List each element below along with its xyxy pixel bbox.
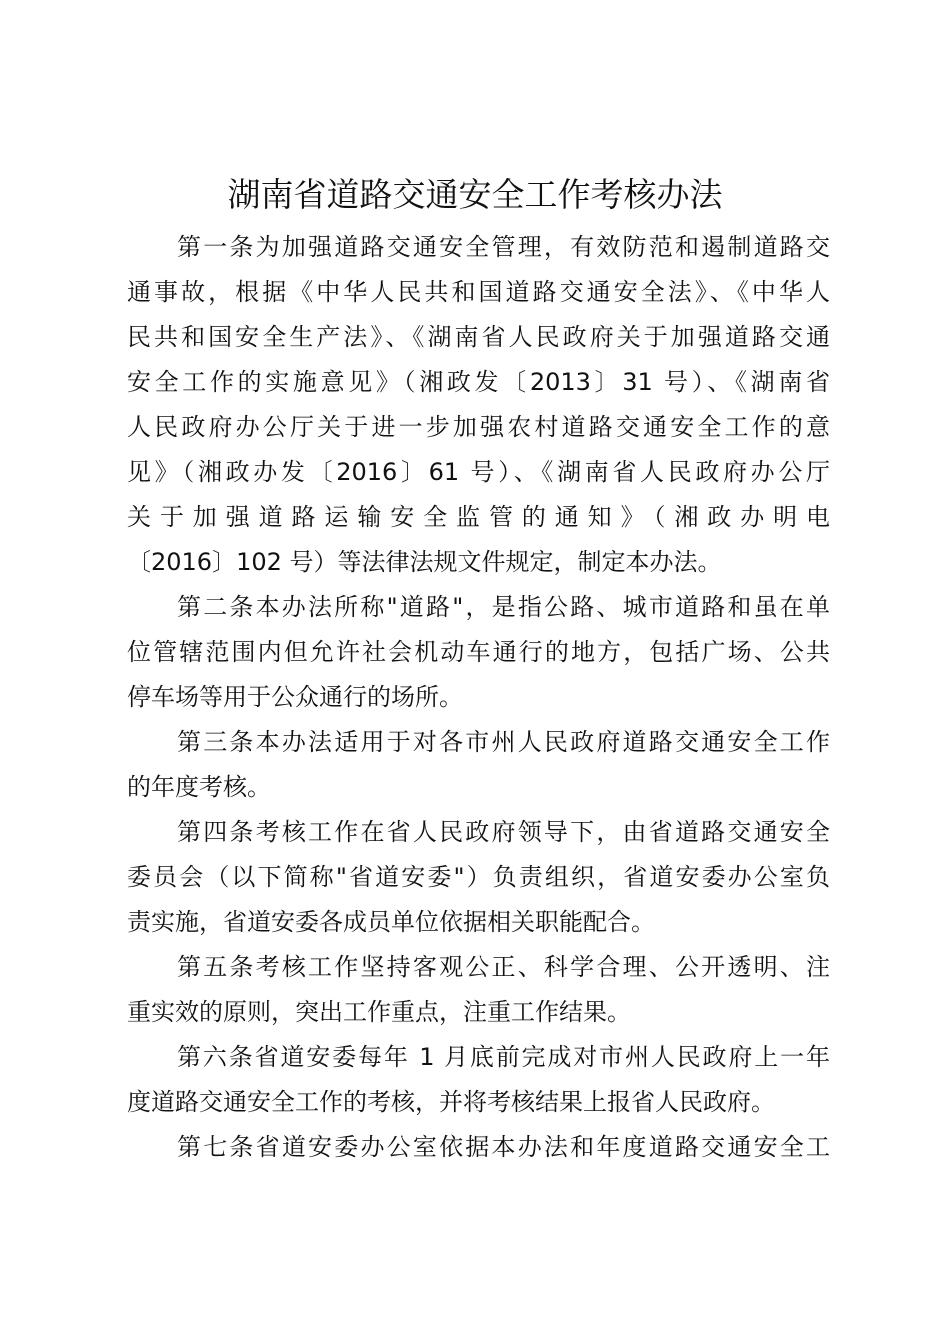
article-4-line-2: 委员会（以下简称"省道安委"）负责组织，省道安委办公室负 <box>127 863 830 891</box>
article-1-line-1: 第一条为加强道路交通安全管理，有效防范和遏制道路交 <box>177 233 830 261</box>
article-1-line-2: 通事故，根据《中华人民共和国道路交通安全法》、《中华人 <box>127 278 830 306</box>
article-4-line-3: 责实施，省道安委各成员单位依据相关职能配合。 <box>127 908 655 936</box>
article-3-line-2: 的年度考核。 <box>127 773 271 801</box>
article-3-line-1: 第三条本办法适用于对各市州人民政府道路交通安全工作 <box>177 728 830 756</box>
article-1-line-3: 民共和国安全生产法》、《湖南省人民政府关于加强道路交通 <box>127 323 830 351</box>
article-2-line-3: 停车场等用于公众通行的场所。 <box>127 683 463 711</box>
article-5-line-1: 第五条考核工作坚持客观公正、科学合理、公开透明、注 <box>177 953 830 981</box>
document-title: 湖南省道路交通安全工作考核办法 <box>227 175 723 214</box>
article-7-line-1: 第七条省道安委办公室依据本办法和年度道路交通安全工 <box>177 1133 830 1161</box>
article-1-line-7: 关于加强道路运输安全监管的通知》（湘政办明电 <box>127 503 830 531</box>
article-6-line-1: 第六条省道安委每年 1 月底前完成对市州人民政府上一年 <box>177 1043 830 1071</box>
article-4-line-1: 第四条考核工作在省人民政府领导下，由省道路交通安全 <box>177 818 830 846</box>
article-5-line-2: 重实效的原则，突出工作重点，注重工作结果。 <box>127 998 631 1026</box>
article-1-line-5: 人民政府办公厅关于进一步加强农村道路交通安全工作的意 <box>127 413 830 441</box>
article-2-line-1: 第二条本办法所称"道路"，是指公路、城市道路和虽在单 <box>177 593 830 621</box>
article-1-line-8: 〔2016〕102 号）等法律法规文件规定，制定本办法。 <box>127 548 722 576</box>
article-2-line-2: 位管辖范围内但允许社会机动车通行的地方，包括广场、公共 <box>127 638 830 666</box>
article-1-line-6: 见》（湘政办发〔2016〕61 号）、《湖南省人民政府办公厅 <box>127 458 830 486</box>
article-6-line-2: 度道路交通安全工作的考核，并将考核结果上报省人民政府。 <box>127 1088 775 1116</box>
article-1-line-4: 安全工作的实施意见》（湘政发〔2013〕31 号）、《湖南省 <box>127 368 830 396</box>
